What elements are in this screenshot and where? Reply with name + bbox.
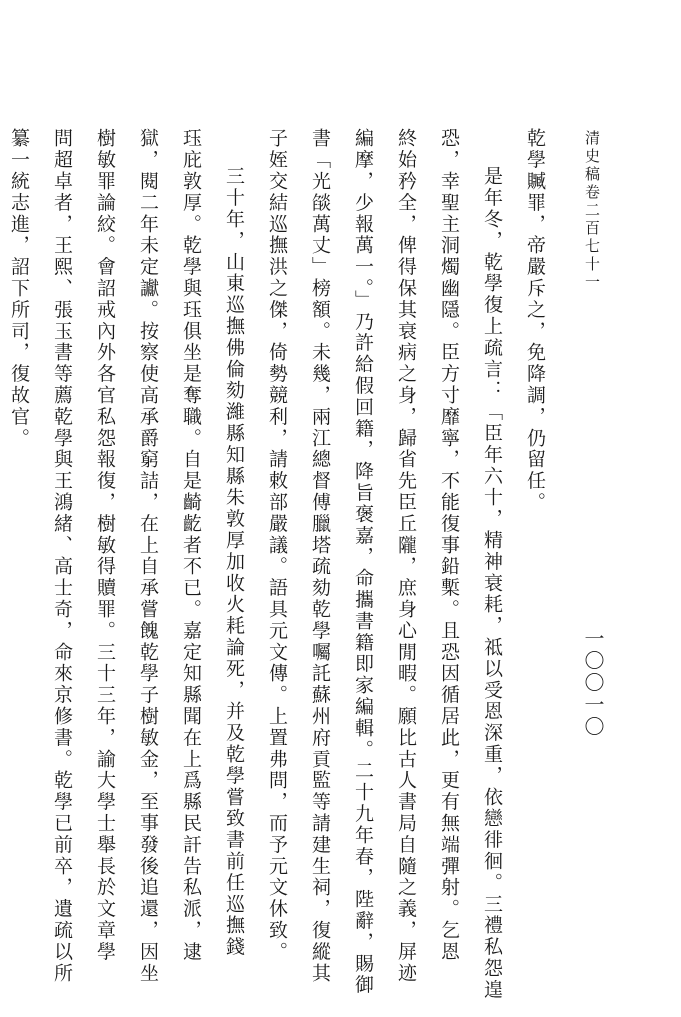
text-column: 樹敏罪論絞。會詔戒內外各官私怨報復，樹敏得贖罪。三十三年，諭大學士舉長於文章學: [94, 128, 116, 963]
page-number: 一〇〇一〇: [581, 628, 605, 738]
text-body: [8, 128, 556, 1001]
text-column: 編摩，少報萬一。」乃許給假回籍，降旨褒嘉，命攜書籍即家編輯。二十九年春，陛辭，賜御: [352, 128, 374, 996]
text-column: 是年冬，乾學復上疏言：「臣年六十，精神衰耗，祗以受恩深重，依戀徘徊。三禮私怨遑: [481, 166, 503, 1001]
text-column: 珏庇敦厚。乾學與珏俱坐是奪職。自是齮齕者不已。嘉定知縣聞在上爲縣民訐告私派，逮: [180, 128, 202, 963]
text-column: 子姪交結巡撫洪之傑，倚勢競利，請敕部嚴議。語具元文傳。上置弗問，而予元文休致。: [266, 128, 288, 963]
text-column: 書「光燄萬丈」榜額。未幾，兩江總督傅臘塔疏劾乾學囑託蘇州府貢監等請建生祠，復縱其: [309, 128, 331, 984]
text-column: 三十年，山東巡撫佛倫劾濰縣知縣朱敦厚加收火耗論死，并及乾學嘗致書前任巡撫錢: [223, 166, 245, 958]
text-column: 纂一統志進，詔下所司，復故官。: [8, 128, 30, 449]
text-column: 乾學贓罪，帝嚴斥之，免降調，仍留任。: [524, 128, 546, 514]
book-title-header: 清史稿卷二百七十一: [583, 130, 601, 292]
text-column: 問超卓者，王熙、張玉書等薦乾學與王鴻緒、高士奇，命來京修書。乾學已前卒，遺疏以所: [51, 128, 73, 984]
text-column: 恐，幸聖主洞燭幽隱。臣方寸靡寧，不能復事鉛槧。且恐因循居此，更有無端彈射。乞恩: [438, 128, 460, 963]
text-column: 獄，閱二年未定讞。按察使高承爵窮詰，在上自承嘗餽乾學子樹敏金，至事發後追還，因坐: [137, 128, 159, 984]
text-column: 終始矜全，俾得保其衰病之身，歸省先臣丘隴，庶身心閒暇。願比古人書局自隨之義，屏迹: [395, 128, 417, 984]
